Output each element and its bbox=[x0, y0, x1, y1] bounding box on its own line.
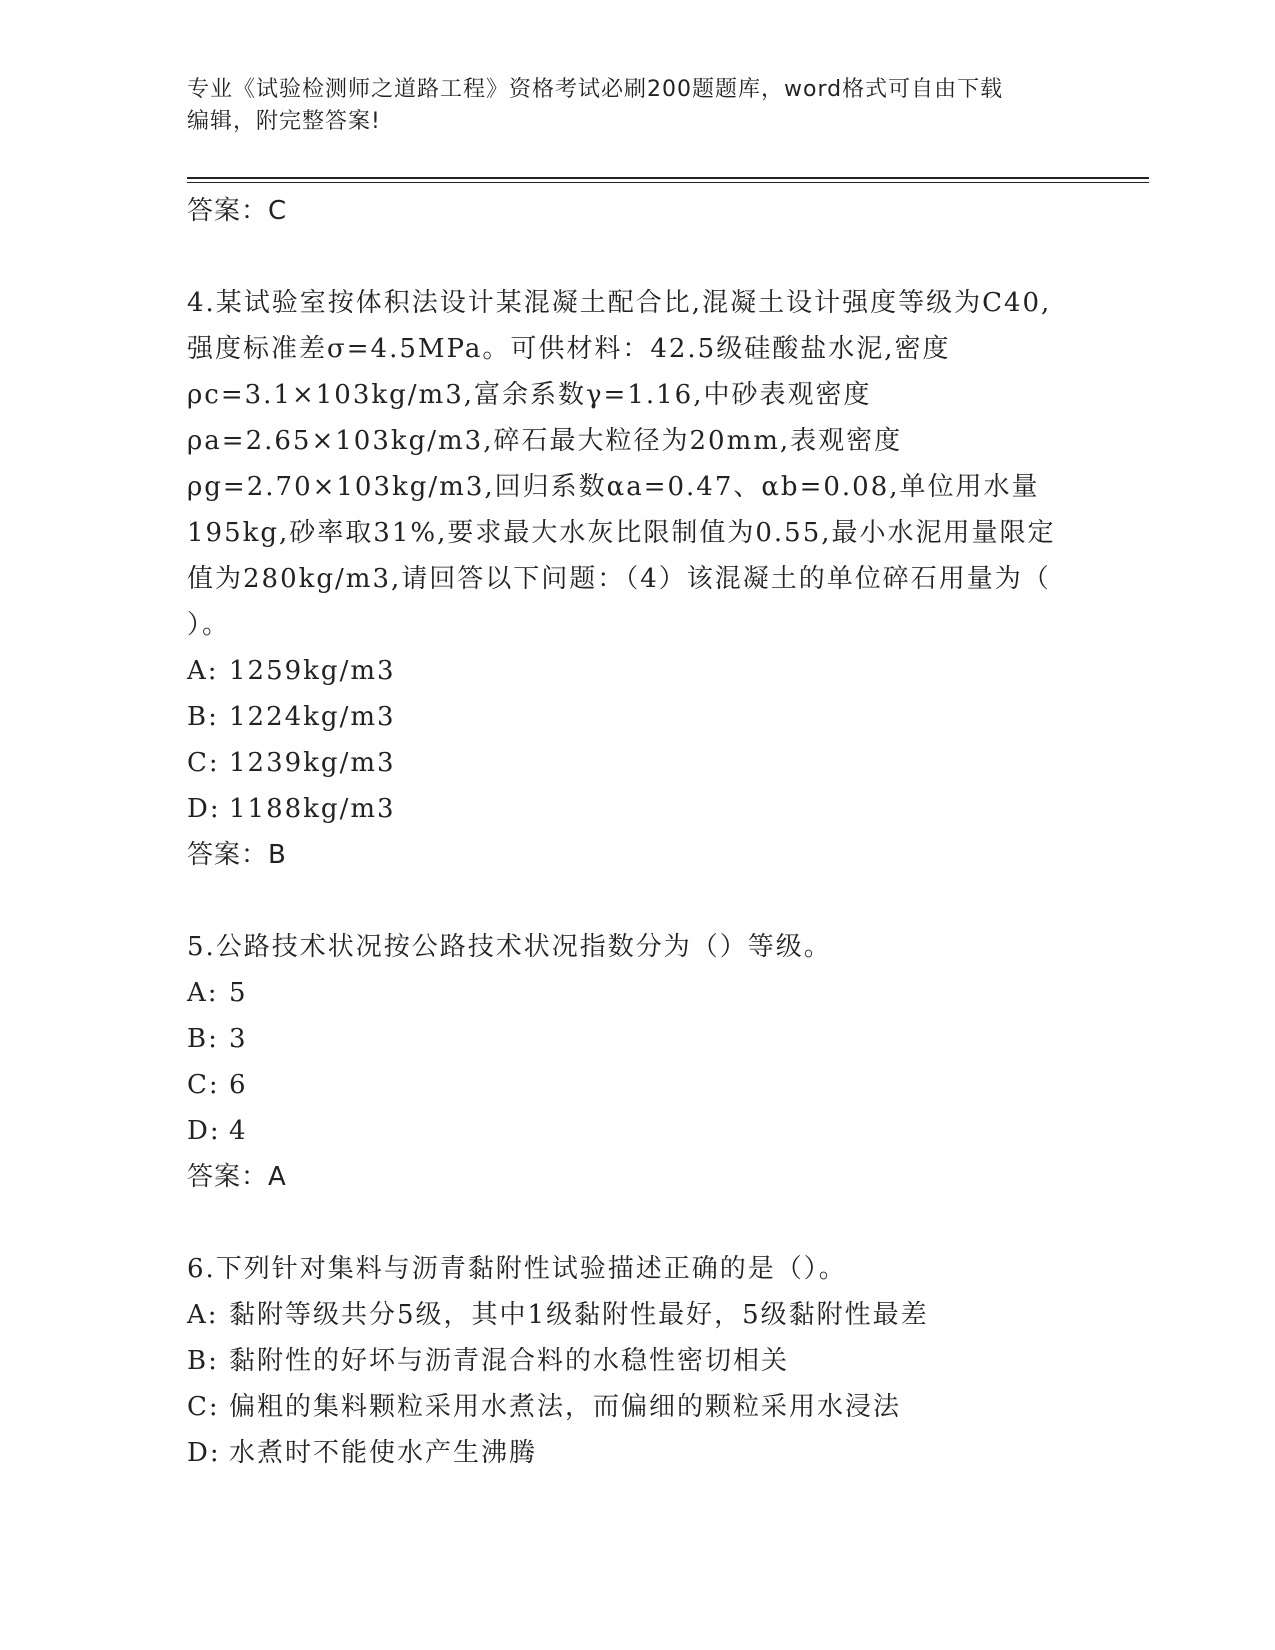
option-b bbox=[187, 694, 1087, 740]
question-6-stem bbox=[187, 1246, 1087, 1292]
spacer bbox=[187, 878, 1087, 924]
option-c bbox=[187, 1062, 1087, 1108]
question-5-answer: 答案：A bbox=[187, 1162, 287, 1192]
question-4 bbox=[187, 280, 1087, 878]
header-rule-thick bbox=[187, 177, 1149, 179]
option-key: A: bbox=[187, 656, 219, 686]
option-text: 偏粗的集料颗粒采用水煮法，而偏细的颗粒采用水浸法 bbox=[229, 1392, 902, 1422]
stem-line: 6.下列针对集料与沥青黏附性试验描述正确的是（）。 bbox=[187, 1254, 847, 1284]
option-c bbox=[187, 740, 1087, 786]
option-c bbox=[187, 1384, 1087, 1430]
header-line-2: 编辑，附完整答案! bbox=[187, 109, 381, 134]
stem-line: 4.某试验室按体积法设计某混凝土配合比,混凝土设计强度等级为C40, bbox=[187, 288, 1052, 318]
option-d bbox=[187, 786, 1087, 832]
option-text: 黏附等级共分5级，其中1级黏附性最好，5级黏附性最差 bbox=[229, 1300, 929, 1330]
question-4-stem bbox=[187, 280, 1087, 648]
option-key: D: bbox=[187, 1116, 221, 1146]
option-d bbox=[187, 1108, 1087, 1154]
option-text: 3 bbox=[229, 1024, 248, 1054]
header-line-1: 专业《试验检测师之道路工程》资格考试必刷200题题库，word格式可自由下载 bbox=[187, 77, 1004, 102]
stem-line: 强度标准差σ=4.5MPa。可供材料：42.5级硅酸盐水泥,密度 bbox=[187, 334, 951, 364]
option-text: 黏附性的好坏与沥青混合料的水稳性密切相关 bbox=[229, 1346, 790, 1376]
stem-line: 195kg,砂率取31%,要求最大水灰比限制值为0.55,最小水泥用量限定 bbox=[187, 518, 1056, 548]
option-b bbox=[187, 1338, 1087, 1384]
option-a bbox=[187, 970, 1087, 1016]
option-key: B: bbox=[187, 1346, 219, 1376]
option-key: A: bbox=[187, 1300, 219, 1330]
option-b bbox=[187, 1016, 1087, 1062]
option-text: 1224kg/m3 bbox=[229, 702, 396, 732]
question-4-answer: 答案：B bbox=[187, 840, 287, 870]
stem-line: 值为280kg/m3,请回答以下问题：（4）该混凝土的单位碎石用量为（ bbox=[187, 564, 1051, 594]
option-key: C: bbox=[187, 1392, 220, 1422]
option-key: D: bbox=[187, 1438, 221, 1468]
stem-line: 5.公路技术状况按公路技术状况指数分为（）等级。 bbox=[187, 932, 832, 962]
option-text: 4 bbox=[229, 1116, 248, 1146]
option-key: C: bbox=[187, 748, 220, 778]
option-key: B: bbox=[187, 702, 219, 732]
option-a bbox=[187, 648, 1087, 694]
option-a bbox=[187, 1292, 1087, 1338]
option-key: B: bbox=[187, 1024, 219, 1054]
question-content bbox=[187, 188, 1087, 1476]
stem-line: ρg=2.70×103kg/m3,回归系数αa=0.47、αb=0.08,单位用水量 bbox=[187, 472, 1040, 502]
option-text: 6 bbox=[229, 1070, 248, 1100]
question-5 bbox=[187, 924, 1087, 1200]
header-rule-thin bbox=[187, 182, 1149, 183]
option-text: 5 bbox=[229, 978, 248, 1008]
stem-line: ρc=3.1×103kg/m3,富余系数γ=1.16,中砂表观密度 bbox=[187, 380, 872, 410]
spacer bbox=[187, 234, 1087, 280]
option-d bbox=[187, 1430, 1087, 1476]
spacer bbox=[187, 1200, 1087, 1246]
option-key: D: bbox=[187, 794, 221, 824]
option-key: C: bbox=[187, 1070, 220, 1100]
question-5-stem bbox=[187, 924, 1087, 970]
option-text: 1259kg/m3 bbox=[229, 656, 396, 686]
previous-answer: 答案：C bbox=[187, 196, 288, 226]
option-text: 1239kg/m3 bbox=[229, 748, 396, 778]
option-key: A: bbox=[187, 978, 219, 1008]
stem-line: ）。 bbox=[187, 610, 231, 640]
option-text: 1188kg/m3 bbox=[229, 794, 396, 824]
document-header bbox=[187, 74, 1087, 138]
question-6 bbox=[187, 1246, 1087, 1476]
option-text: 水煮时不能使水产生沸腾 bbox=[229, 1438, 538, 1468]
stem-line: ρa=2.65×103kg/m3,碎石最大粒径为20mm,表观密度 bbox=[187, 426, 903, 456]
